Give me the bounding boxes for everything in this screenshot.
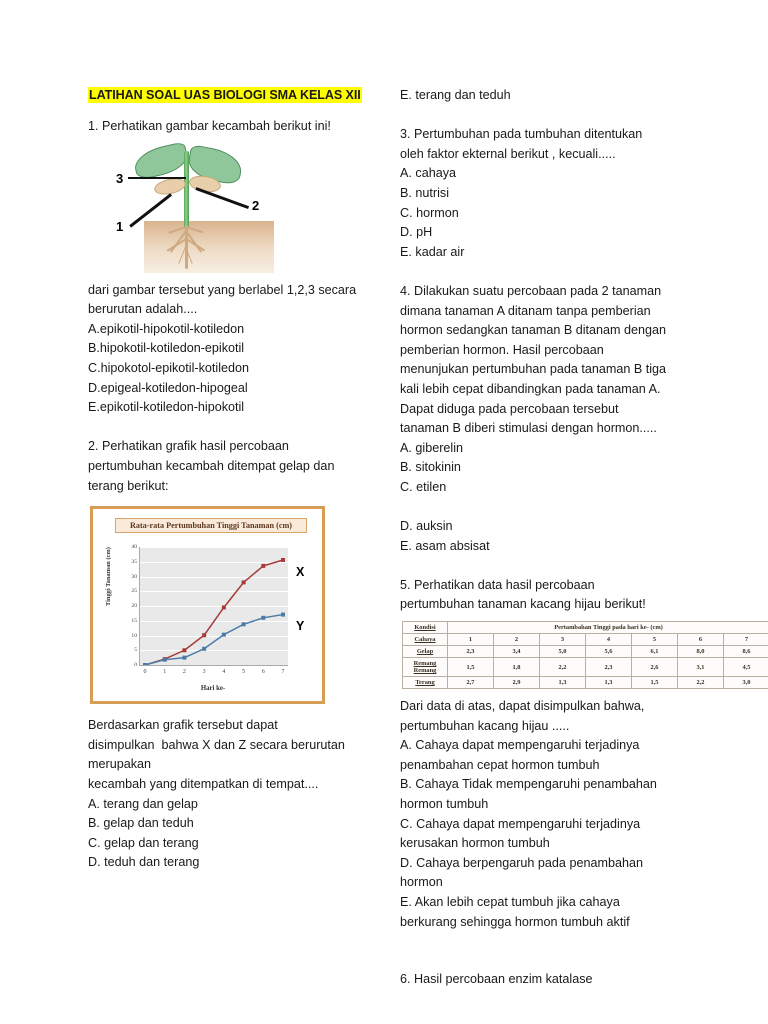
question-5-after-line1: Dari data di atas, dapat disimpulkan bahwa, bbox=[400, 699, 645, 714]
left-column bbox=[88, 86, 380, 873]
pointer-line-2 bbox=[196, 187, 249, 209]
question-5-after-line2: pertumbuhan kacang hijau ..... bbox=[400, 718, 570, 733]
chart-marker bbox=[182, 656, 186, 660]
question-5-option-c-line2: kerusakan hormon tumbuh bbox=[400, 836, 550, 851]
chart-x-tick: 6 bbox=[261, 669, 265, 676]
chart-y-axis-label: Tinggi Tanaman (cm) bbox=[105, 547, 112, 607]
spacer bbox=[400, 556, 692, 576]
table-header-day: 7 bbox=[724, 634, 768, 646]
spacer bbox=[400, 262, 692, 282]
spacer bbox=[88, 418, 380, 438]
question-3-option-e: E. kadar air bbox=[400, 244, 465, 259]
question-6-prompt: 6. Hasil percobaan enzim katalase bbox=[400, 971, 593, 986]
chart-marker bbox=[222, 606, 226, 610]
table-cell-value: 5,6 bbox=[586, 646, 632, 658]
question-4-option-c: C. etilen bbox=[400, 479, 447, 494]
figure-label-1: 1 bbox=[116, 218, 124, 234]
chart-series-label-x: X bbox=[296, 565, 305, 580]
question-4-prompt-line8: tanaman B diberi stimulasi dengan hormon..... bbox=[400, 421, 657, 436]
chart-x-tick: 0 bbox=[143, 669, 147, 676]
table-header-condition-line2: Cahaya bbox=[403, 634, 448, 646]
question-2-after-line2: disimpulkan bahwa X dan Z secara berurutan bbox=[88, 737, 345, 752]
chart-y-tick: 30 bbox=[131, 573, 137, 580]
chart-y-tick: 5 bbox=[134, 647, 137, 654]
table-header-row-1 bbox=[403, 622, 768, 634]
table-cell-value: 2,2 bbox=[678, 677, 724, 689]
table-cell-value: 2,2 bbox=[540, 658, 586, 677]
table-cell-value: 2,6 bbox=[632, 658, 678, 677]
question-3-prompt-line2: oleh faktor ekternal berikut , kecuali..... bbox=[400, 146, 616, 161]
question-2-after-line3: merupakan bbox=[88, 757, 152, 772]
question-4-prompt-line3: hormon sedangkan tanaman B ditanam dengan bbox=[400, 323, 667, 338]
question-5-prompt-line1: 5. Perhatikan data hasil percobaan bbox=[400, 577, 595, 592]
table-cell-value: 4,5 bbox=[724, 658, 768, 677]
question-4-option-b: B. sitokinin bbox=[400, 460, 461, 475]
chart-y-tick: 15 bbox=[131, 617, 137, 624]
question-2-option-e: E. terang dan teduh bbox=[400, 88, 511, 102]
table-cell-value: 2,3 bbox=[586, 658, 632, 677]
question-3-prompt-line1: 3. Pertumbuhan pada tumbuhan ditentukan bbox=[400, 127, 643, 142]
table-cell-value: 6,1 bbox=[632, 646, 678, 658]
figure-label-3: 3 bbox=[116, 170, 124, 186]
table-cell-value: 1,8 bbox=[494, 658, 540, 677]
question-1-option-e: E.epikotil-kotiledon-hipokotil bbox=[88, 400, 245, 415]
table-cell-value: 3,0 bbox=[724, 677, 768, 689]
table-cell-value: 3,1 bbox=[678, 658, 724, 677]
table-cell-value: 3,4 bbox=[494, 646, 540, 658]
table-row bbox=[403, 677, 768, 689]
question-4-prompt-line5: menunjukan pertumbuhan pada tanaman B tiga bbox=[400, 362, 667, 377]
question-3-option-a: A. cahaya bbox=[400, 166, 457, 181]
question-2-option-a: A. terang dan gelap bbox=[88, 796, 198, 811]
table-cell-value: 1,3 bbox=[586, 677, 632, 689]
table-row bbox=[403, 646, 768, 658]
question-5-option-e-line2: berkurang sehingga hormon tumbuh aktif bbox=[400, 914, 630, 929]
chart-y-tick: 20 bbox=[131, 603, 137, 610]
question-5-prompt-line2: pertumbuhan tanaman kacang hijau berikut! bbox=[400, 597, 646, 612]
table-row bbox=[403, 658, 768, 677]
chart-marker bbox=[261, 564, 265, 568]
seedling-diagram bbox=[92, 143, 297, 273]
question-5-option-b-line1: B. Cahaya Tidak mempengaruhi penambahan bbox=[400, 777, 657, 792]
question-1-option-b: B.hipokotil-kotiledon-epikotil bbox=[88, 341, 245, 356]
table-cell-value: 8,0 bbox=[678, 646, 724, 658]
question-4-prompt-line4: pemberian hormon. Hasil percobaan bbox=[400, 342, 604, 357]
growth-data-table bbox=[402, 621, 768, 689]
chart-x-tick: 4 bbox=[222, 669, 226, 676]
table-header-condition-line1: Kondisi bbox=[403, 622, 448, 634]
chart-x-tick: 7 bbox=[281, 669, 285, 676]
question-2-prompt-line2: pertumbuhan kecambah ditempat gelap dan bbox=[88, 458, 335, 473]
chart-marker bbox=[242, 581, 246, 585]
question-4-prompt-line6: kali lebih cepat dibandingkan pada tanaman A. bbox=[400, 381, 661, 396]
chart-y-tick: 0 bbox=[134, 662, 137, 669]
chart-y-tick: 35 bbox=[131, 558, 137, 565]
chart-y-tick: 10 bbox=[131, 632, 137, 639]
chart-marker bbox=[222, 633, 226, 637]
table-header-day: 1 bbox=[448, 634, 494, 646]
table-header-row-2 bbox=[403, 634, 768, 646]
table-header-day: 5 bbox=[632, 634, 678, 646]
table-header-day: 2 bbox=[494, 634, 540, 646]
table-cell-value: 1,3 bbox=[540, 677, 586, 689]
question-1-option-a: A.epikotil-hipokotil-kotiledon bbox=[88, 321, 245, 336]
question-5-option-e-line1: E. Akan lebih cepat tumbuh jika cahaya bbox=[400, 894, 620, 909]
table-header-span: Pertambahan Tinggi pada hari ke- (cm) bbox=[448, 622, 768, 634]
right-column bbox=[400, 86, 751, 989]
question-4-prompt-line7: Dapat diduga pada percobaan tersebut bbox=[400, 401, 619, 416]
question-2-option-c: C. gelap dan terang bbox=[88, 835, 199, 850]
question-2-prompt-line3: terang berikut: bbox=[88, 478, 169, 493]
chart-x-axis-label: Hari ke- bbox=[200, 685, 226, 693]
spacer bbox=[400, 497, 692, 517]
table-header-day: 6 bbox=[678, 634, 724, 646]
question-1-stem-line1: dari gambar tersebut yang berlabel 1,2,3 secara bbox=[88, 282, 357, 297]
question-5-option-d-line2: hormon bbox=[400, 875, 443, 890]
chart-marker bbox=[182, 648, 186, 652]
table-header-day: 4 bbox=[586, 634, 632, 646]
chart-marker bbox=[202, 647, 206, 651]
question-5-option-d-line1: D. Cahaya berpengaruh pada penambahan bbox=[400, 855, 643, 870]
chart-marker bbox=[163, 658, 167, 662]
figure-label-2: 2 bbox=[252, 197, 260, 213]
chart-series-label-y: Y bbox=[296, 619, 305, 634]
table-header-day: 3 bbox=[540, 634, 586, 646]
growth-data-table-wrapper bbox=[402, 621, 768, 689]
table-cell-value: 1,5 bbox=[632, 677, 678, 689]
table-cell-value: 1,5 bbox=[448, 658, 494, 677]
chart-marker bbox=[281, 558, 285, 562]
table-cell-value: 2,7 bbox=[448, 677, 494, 689]
question-2-option-b: B. gelap dan teduh bbox=[88, 816, 194, 831]
chart-x-tick: 3 bbox=[202, 669, 206, 676]
question-2-after-line4: kecambah yang ditempatkan di tempat.... bbox=[88, 776, 319, 791]
chart-title: Rata-rata Pertumbuhan Tinggi Tanaman (cm) bbox=[115, 518, 307, 533]
question-4-prompt-line2: dimana tanaman A ditanam tanpa pemberian bbox=[400, 303, 651, 318]
question-5-option-a-line1: A. Cahaya dapat mempengaruhi terjadinya bbox=[400, 738, 640, 753]
pointer-line-3 bbox=[128, 177, 186, 180]
question-5-option-a-line2: penambahan cepat hormon tumbuh bbox=[400, 757, 600, 772]
chart-marker bbox=[261, 616, 265, 620]
spacer bbox=[400, 106, 692, 126]
question-4-option-a: A. giberelin bbox=[400, 440, 464, 455]
chart-x-tick: 2 bbox=[182, 669, 186, 676]
chart-line-x bbox=[145, 560, 283, 665]
chart-y-tick: 40 bbox=[131, 544, 137, 551]
table-cell-condition: Gelap bbox=[403, 646, 448, 658]
chart-marker bbox=[281, 613, 285, 617]
question-3-option-b: B. nutrisi bbox=[400, 185, 449, 200]
chart-marker bbox=[143, 663, 147, 665]
table-cell-value: 8,6 bbox=[724, 646, 768, 658]
chart-x-tick: 1 bbox=[163, 669, 167, 676]
soil-layer bbox=[144, 221, 274, 273]
growth-line-chart bbox=[90, 506, 325, 704]
chart-plot-area bbox=[131, 544, 288, 676]
question-3-option-d: D. pH bbox=[400, 225, 433, 240]
chart-y-tick: 25 bbox=[131, 588, 137, 595]
leaf-left-icon bbox=[132, 141, 191, 180]
question-3-option-c: C. hormon bbox=[400, 205, 459, 220]
chart-marker bbox=[242, 622, 246, 626]
chart-series-layer bbox=[140, 547, 288, 665]
question-2-option-d: D. teduh dan terang bbox=[88, 855, 200, 870]
question-1-prompt: 1. Perhatikan gambar kecambah berikut ini! bbox=[88, 119, 331, 133]
question-2-after-line1: Berdasarkan grafik tersebut dapat bbox=[88, 718, 278, 733]
spacer bbox=[400, 932, 692, 952]
table-cell-condition: Remang Remang bbox=[403, 658, 448, 677]
question-4-prompt-line1: 4. Dilakukan suatu percobaan pada 2 tanaman bbox=[400, 283, 662, 298]
question-1-option-d: D.epigeal-kotiledon-hipogeal bbox=[88, 380, 248, 395]
table-cell-condition: Terang bbox=[403, 677, 448, 689]
question-4-option-d: D. auksin bbox=[400, 519, 453, 534]
table-cell-value: 2,3 bbox=[448, 646, 494, 658]
chart-x-tick: 5 bbox=[242, 669, 246, 676]
question-1-option-c: C.hipokotol-epikotil-kotiledon bbox=[88, 360, 250, 375]
stem-icon bbox=[184, 151, 189, 229]
question-5-option-b-line2: hormon tumbuh bbox=[400, 797, 489, 811]
table-cell-value: 5,0 bbox=[540, 646, 586, 658]
question-1-stem-line2: berurutan adalah.... bbox=[88, 302, 198, 317]
question-4-option-e: E. asam absisat bbox=[400, 538, 490, 553]
table-cell-value: 2,9 bbox=[494, 677, 540, 689]
question-5-option-c-line1: C. Cahaya dapat mempengaruhi terjadinya bbox=[400, 816, 641, 831]
chart-marker bbox=[202, 633, 206, 637]
page-title: LATIHAN SOAL UAS BIOLOGI SMA KELAS XII bbox=[89, 88, 361, 102]
question-2-prompt-line1: 2. Perhatikan grafik hasil percobaan bbox=[88, 439, 289, 454]
